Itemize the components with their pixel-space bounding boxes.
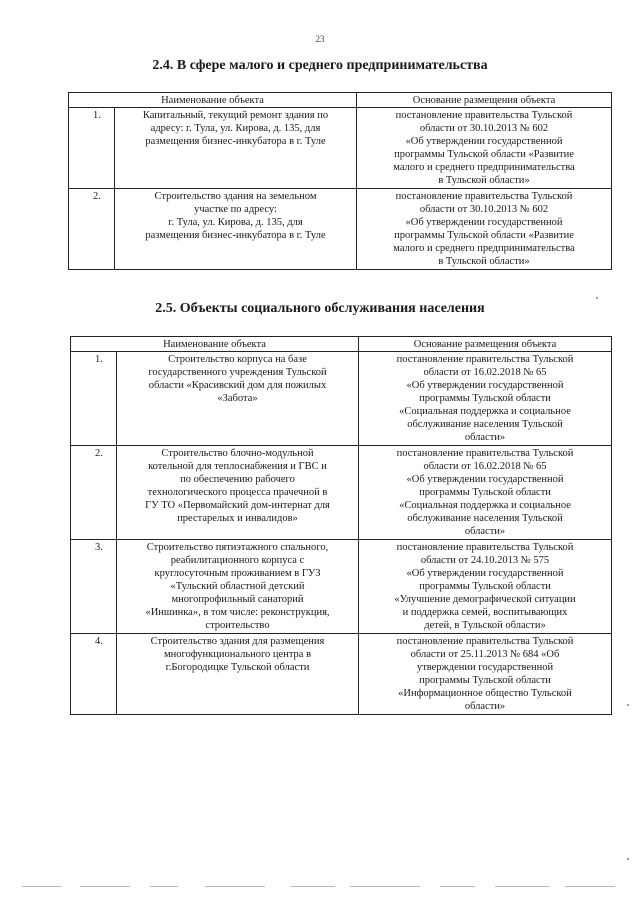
row-number: 3. bbox=[71, 540, 117, 634]
object-name-line: Строительство блочно-модульной bbox=[161, 448, 314, 459]
scan-artifact bbox=[290, 886, 335, 887]
object-name-cell bbox=[117, 540, 359, 634]
object-name-cell bbox=[115, 108, 357, 189]
scan-artifact bbox=[565, 886, 615, 887]
placement-basis-line: области от 30.10.2013 № 602 bbox=[419, 204, 549, 215]
placement-basis-cell bbox=[357, 189, 612, 270]
placement-basis-line: области» bbox=[464, 701, 506, 712]
object-name-line: многопрофильный санаторий bbox=[171, 594, 304, 605]
placement-basis-line: обслуживание населения Тульской bbox=[407, 513, 563, 524]
placement-basis-line: постановление правительства Тульской bbox=[396, 636, 574, 647]
scan-artifact bbox=[150, 886, 178, 887]
object-name-line: технологического процесса прачечной в bbox=[147, 487, 328, 498]
placement-basis-line: области от 30.10.2013 № 602 bbox=[419, 123, 549, 134]
placement-basis-cell bbox=[359, 352, 612, 446]
object-name-line: котельной для теплоснабжения и ГВС и bbox=[148, 461, 327, 472]
placement-basis-line: постановление правительства Тульской bbox=[396, 448, 574, 459]
placement-basis-line: «Социальная поддержка и социальное bbox=[399, 406, 571, 417]
table-header-row bbox=[71, 337, 612, 352]
object-name-line: Строительство пятиэтажного спального, bbox=[146, 542, 329, 553]
object-name-line: Строительство здания для размещения bbox=[150, 636, 325, 647]
placement-basis-line: в Тульской области» bbox=[438, 175, 530, 186]
placement-basis-line: программы Тульской области «Развитие bbox=[394, 230, 574, 241]
object-name-line: г. Тула, ул. Кирова, д. 135, для bbox=[168, 217, 303, 228]
placement-basis-line: малого и среднего предпринимательства bbox=[393, 243, 575, 254]
placement-basis-line: обслуживание населения Тульской bbox=[407, 419, 563, 430]
placement-basis-line: программы Тульской области bbox=[419, 581, 551, 592]
object-name-line: г.Богородицке Тульской области bbox=[165, 662, 310, 673]
object-name-cell bbox=[117, 634, 359, 715]
placement-basis-line: области» bbox=[464, 526, 506, 537]
object-name-line: области «Красивский дом для пожилых bbox=[148, 380, 327, 391]
object-name-line: участке по адресу: bbox=[194, 204, 277, 215]
placement-basis-cell bbox=[359, 634, 612, 715]
placement-basis-line: «Об утверждении государственной bbox=[405, 217, 563, 228]
scan-artifact bbox=[22, 886, 62, 887]
section-heading-social-services: 2.5. Объекты социального обслуживания населения bbox=[155, 301, 485, 316]
column-header-object-name: Наименование объекта bbox=[69, 93, 357, 108]
row-number: 4. bbox=[71, 634, 117, 715]
object-name-line: Строительство здания на земельном bbox=[154, 191, 317, 202]
object-name-cell bbox=[117, 352, 359, 446]
scan-artifact bbox=[205, 886, 265, 887]
placement-basis-line: «Социальная поддержка и социальное bbox=[399, 500, 571, 511]
scan-artifact bbox=[495, 886, 550, 887]
placement-basis-line: постановление правительства Тульской bbox=[396, 354, 574, 365]
object-name-line: престарелых и инвалидов» bbox=[177, 513, 298, 524]
row-number: 1. bbox=[69, 108, 115, 189]
scan-artifact bbox=[627, 704, 629, 706]
object-name-line: круглосуточным проживанием в ГУЗ bbox=[154, 568, 321, 579]
object-name-line: «Забота» bbox=[217, 393, 258, 404]
object-name-line: размещения бизнес-инкубатора в г. Туле bbox=[145, 136, 326, 147]
object-name-line: Строительство корпуса на базе bbox=[168, 354, 307, 365]
scan-artifact bbox=[80, 886, 130, 887]
row-number: 2. bbox=[69, 189, 115, 270]
object-name-line: «Тульский областной детский bbox=[170, 581, 305, 592]
placement-basis-line: «Об утверждении государственной bbox=[406, 568, 564, 579]
object-name-line: адресу: г. Тула, ул. Кирова, д. 135, для bbox=[150, 123, 321, 134]
column-header-object-name: Наименование объекта bbox=[71, 337, 359, 352]
placement-basis-line: области от 16.02.2018 № 65 bbox=[423, 461, 547, 472]
social-services-objects-table bbox=[70, 336, 612, 715]
placement-basis-line: и поддержка семей, воспитывающих bbox=[402, 607, 568, 618]
object-name-line: ГУ ТО «Первомайский дом-интернат для bbox=[145, 500, 330, 511]
placement-basis-line: постановление правительства Тульской bbox=[395, 110, 573, 121]
object-name-line: строительство bbox=[205, 620, 270, 631]
scan-artifact bbox=[350, 886, 420, 887]
small-business-objects-table bbox=[68, 92, 612, 270]
object-name-cell bbox=[115, 189, 357, 270]
object-name-line: размещения бизнес-инкубатора в г. Туле bbox=[145, 230, 326, 241]
placement-basis-line: в Тульской области» bbox=[438, 256, 530, 267]
placement-basis-line: постановление правительства Тульской bbox=[396, 542, 574, 553]
placement-basis-line: «Улучшение демографической ситуации bbox=[394, 594, 576, 605]
object-name-line: «Иншинка», в том числе: реконструкция, bbox=[145, 607, 330, 618]
placement-basis-line: «Об утверждении государственной bbox=[406, 380, 564, 391]
placement-basis-cell bbox=[357, 108, 612, 189]
row-number: 1. bbox=[71, 352, 117, 446]
placement-basis-line: области от 24.10.2013 № 575 bbox=[420, 555, 550, 566]
object-name-line: многофункционального центра в bbox=[163, 649, 312, 660]
column-header-placement-basis: Основание размещения объекта bbox=[359, 337, 612, 352]
placement-basis-line: области» bbox=[464, 432, 506, 443]
table-row bbox=[71, 540, 612, 634]
section-heading-small-business: 2.4. В сфере малого и среднего предпринимательства bbox=[152, 58, 488, 73]
column-header-placement-basis: Основание размещения объекта bbox=[357, 93, 612, 108]
placement-basis-line: программы Тульской области bbox=[419, 393, 551, 404]
object-name-line: реабилитационного корпуса с bbox=[170, 555, 305, 566]
table-row bbox=[71, 352, 612, 446]
placement-basis-cell bbox=[359, 446, 612, 540]
placement-basis-line: постановление правительства Тульской bbox=[395, 191, 573, 202]
table-row bbox=[69, 108, 612, 189]
placement-basis-line: детей, в Тульской области» bbox=[424, 620, 546, 631]
scan-artifact bbox=[596, 297, 598, 299]
placement-basis-line: области от 16.02.2018 № 65 bbox=[423, 367, 547, 378]
object-name-line: Капитальный, текущий ремонт здания по bbox=[142, 110, 329, 121]
table-row bbox=[69, 189, 612, 270]
scan-artifact bbox=[627, 858, 629, 860]
placement-basis-line: области от 25.11.2013 № 684 «Об bbox=[410, 649, 560, 660]
table-header-row bbox=[69, 93, 612, 108]
placement-basis-line: программы Тульской области bbox=[419, 487, 551, 498]
placement-basis-line: программы Тульской области bbox=[419, 675, 551, 686]
table-row bbox=[71, 634, 612, 715]
placement-basis-line: «Информационное общество Тульской bbox=[398, 688, 572, 699]
object-name-line: по обеспечению рабочего bbox=[180, 474, 295, 485]
page-number: 23 bbox=[315, 34, 325, 44]
row-number: 2. bbox=[71, 446, 117, 540]
table-row bbox=[71, 446, 612, 540]
object-name-line: государственного учреждения Тульской bbox=[148, 367, 327, 378]
placement-basis-line: «Об утверждении государственной bbox=[405, 136, 563, 147]
placement-basis-line: малого и среднего предпринимательства bbox=[393, 162, 575, 173]
placement-basis-line: программы Тульской области «Развитие bbox=[394, 149, 574, 160]
scan-artifact bbox=[440, 886, 475, 887]
placement-basis-line: «Об утверждении государственной bbox=[406, 474, 564, 485]
object-name-cell bbox=[117, 446, 359, 540]
placement-basis-cell bbox=[359, 540, 612, 634]
placement-basis-line: утверждении государственной bbox=[416, 662, 554, 673]
